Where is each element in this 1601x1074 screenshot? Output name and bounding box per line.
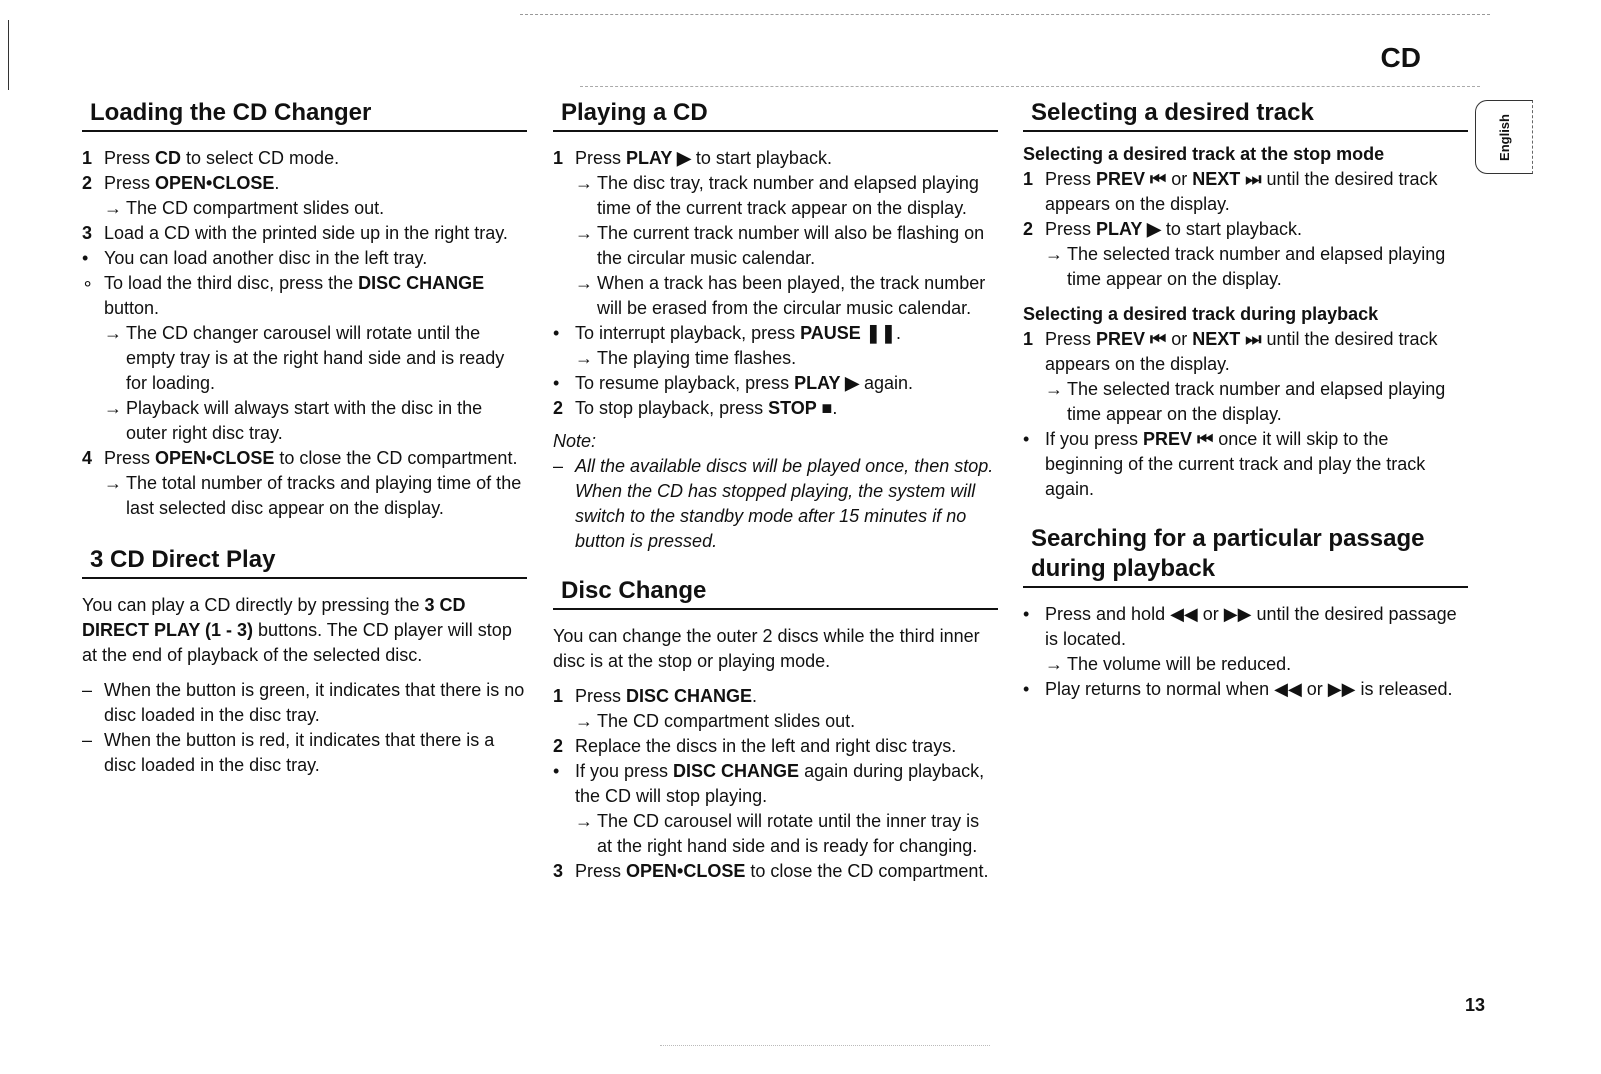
- list-item: [1023, 327, 1468, 377]
- list-item: [553, 684, 998, 709]
- list-text: [575, 321, 998, 346]
- playing-title: Playing a CD: [553, 98, 998, 132]
- item-text: If you press: [575, 761, 674, 781]
- list-marker: →: [104, 198, 122, 218]
- list-item: [553, 171, 998, 221]
- list-item: [82, 396, 527, 446]
- item-text: again.: [858, 373, 914, 393]
- column-2: [553, 98, 998, 900]
- list-text: [1045, 217, 1468, 242]
- list-text: [575, 146, 998, 171]
- list-text: [104, 171, 527, 196]
- list-text: [597, 171, 998, 221]
- list-marker: 3: [82, 223, 93, 243]
- bold-label: NEXT ⏭: [1192, 329, 1262, 349]
- selecting-playback-subtitle: Selecting a desired track during playback: [1023, 304, 1379, 324]
- list-marker: →: [1045, 244, 1063, 264]
- loading-list: [82, 146, 527, 521]
- list-item: [82, 196, 527, 221]
- list-item: [1023, 677, 1468, 702]
- item-text: Press and hold ◀◀ or ▶▶ until the desired passage is located.: [1045, 604, 1457, 649]
- item-text: When the button is green, it indicates that there is no disc loaded in the disc tray.: [104, 680, 525, 725]
- item-text: to start playback.: [1160, 219, 1302, 239]
- item-text: until the desired track appears on the display.: [1045, 329, 1438, 374]
- item-text: to close the CD compartment.: [274, 448, 518, 468]
- item-text: Play returns to normal when ◀◀ or ▶▶ is released.: [1045, 679, 1453, 699]
- note-row: [553, 454, 998, 554]
- list-text: [597, 809, 998, 859]
- selecting-stop-subtitle: Selecting a desired track at the stop mode: [1023, 144, 1385, 164]
- bold-label: NEXT ⏭: [1192, 169, 1262, 189]
- bold-label: PREV ⏮: [1096, 329, 1167, 349]
- list-marker: 3: [553, 861, 564, 881]
- loading-section: [82, 98, 527, 521]
- selecting-playback-list: [1023, 327, 1468, 502]
- top-rule-secondary: [580, 86, 1480, 87]
- list-item: [1023, 242, 1468, 292]
- list-marker: →: [575, 173, 593, 193]
- language-tab-label: English: [1496, 113, 1512, 161]
- list-marker: →: [1045, 379, 1063, 399]
- item-text: .: [752, 686, 758, 706]
- searching-title: Searching for a particular passage during playback: [1023, 524, 1468, 588]
- list-marker: →: [1045, 654, 1063, 674]
- item-text: You can load another disc in the left tray.: [104, 248, 428, 268]
- loading-title: Loading the CD Changer: [82, 98, 527, 132]
- list-marker: •: [1023, 604, 1030, 624]
- item-text: to close the CD compartment.: [745, 861, 989, 881]
- list-text: [575, 396, 998, 421]
- list-marker: 2: [1023, 219, 1034, 239]
- item-text: Press: [104, 148, 156, 168]
- list-item: [553, 271, 998, 321]
- item-text: The playing time flashes.: [597, 348, 797, 368]
- list-text: [104, 271, 527, 321]
- list-marker: 1: [1023, 329, 1034, 349]
- list-text: [126, 471, 527, 521]
- list-text: [597, 221, 998, 271]
- list-text: [126, 196, 527, 221]
- list-item: [1023, 427, 1468, 502]
- item-text: .: [895, 323, 901, 343]
- item-text: .: [832, 398, 838, 418]
- list-item: [82, 321, 527, 396]
- item-text: To load the third disc, press the: [104, 273, 359, 293]
- list-marker: •: [553, 761, 560, 781]
- item-text: Press: [1045, 329, 1097, 349]
- searching-list: [1023, 602, 1468, 702]
- item-text: button.: [104, 298, 160, 318]
- list-text: [597, 346, 998, 371]
- list-item: [553, 371, 998, 396]
- list-item: [1023, 602, 1468, 652]
- list-text: [104, 728, 527, 778]
- list-marker: •: [553, 373, 560, 393]
- item-text: To interrupt playback, press: [575, 323, 801, 343]
- list-item: [82, 678, 527, 728]
- item-text: .: [274, 173, 280, 193]
- bottom-rule: [660, 1045, 990, 1046]
- list-text: [597, 709, 998, 734]
- list-item: [553, 396, 998, 421]
- list-item: [553, 859, 998, 884]
- note-marker: –: [553, 456, 564, 476]
- playing-list: [553, 146, 998, 421]
- item-text: The selected track number and elapsed playing time appear on the display.: [1067, 244, 1446, 289]
- selecting-section: [1023, 98, 1468, 502]
- list-text: [126, 396, 527, 446]
- item-text: once it will skip to the beginning of the current track and play the track again.: [1045, 429, 1426, 499]
- item-text: Playback will always start with the disc in the outer right disc tray.: [126, 398, 483, 443]
- list-text: [104, 246, 527, 271]
- item-text: The disc tray, track number and elapsed playing time of the current track appear on the display.: [597, 173, 979, 218]
- list-item: [82, 271, 527, 321]
- intro-text: You can play a CD directly by pressing the: [82, 595, 425, 615]
- playing-section: [553, 98, 998, 554]
- item-text: or: [1166, 329, 1193, 349]
- item-text: The total number of tracks and playing time of the last selected disc appear on the display.: [126, 473, 522, 518]
- item-text: The CD changer carousel will rotate until the empty tray is at the right hand side and is ready for loading.: [126, 323, 505, 393]
- direct-play-list: [82, 678, 527, 778]
- intro-bold: 3 CD DIRECT PLAY (1 - 3): [82, 595, 466, 640]
- item-text: If you press: [1045, 429, 1144, 449]
- list-marker: •: [1023, 429, 1030, 449]
- item-text: Load a CD with the printed side up in the right tray.: [104, 223, 508, 243]
- list-text: [1067, 377, 1468, 427]
- item-text: or: [1166, 169, 1193, 189]
- bold-label: CD: [155, 148, 182, 168]
- list-text: [1045, 327, 1468, 377]
- intro-text-end: buttons. The CD player will stop at the end of playback of the selected disc.: [82, 620, 512, 665]
- item-text: The selected track number and elapsed playing time appear on the display.: [1067, 379, 1446, 424]
- bold-label: OPEN•CLOSE: [155, 448, 275, 468]
- selecting-title: Selecting a desired track: [1023, 98, 1468, 132]
- bold-label: PAUSE ❚❚: [800, 323, 896, 343]
- item-text: Press: [1045, 169, 1097, 189]
- list-text: [1067, 652, 1468, 677]
- bold-label: DISC CHANGE: [673, 761, 800, 781]
- list-marker: →: [575, 811, 593, 831]
- item-text: When a track has been played, the track number will be erased from the circular music calendar.: [597, 273, 986, 318]
- disc-change-intro: You can change the outer 2 discs while the third inner disc is at the stop or playing mode.: [553, 626, 980, 671]
- item-text: The CD compartment slides out.: [126, 198, 385, 218]
- list-text: [575, 684, 998, 709]
- list-marker: →: [104, 398, 122, 418]
- item-text: The current track number will also be flashing on the circular music calendar.: [597, 223, 985, 268]
- bold-label: STOP ■: [768, 398, 833, 418]
- item-text: Press: [575, 148, 627, 168]
- list-marker: 1: [82, 148, 93, 168]
- list-marker: →: [104, 323, 122, 343]
- list-marker: 1: [1023, 169, 1034, 189]
- list-text: [1045, 602, 1468, 652]
- list-text: [575, 371, 998, 396]
- item-text: Replace the discs in the left and right disc trays.: [575, 736, 957, 756]
- language-tab: [1475, 100, 1533, 174]
- list-text: [104, 446, 527, 471]
- list-item: [82, 246, 527, 271]
- list-marker: •: [553, 323, 560, 343]
- bold-label: PREV ⏮: [1143, 429, 1214, 449]
- bold-label: PREV ⏮: [1096, 169, 1167, 189]
- list-marker: 1: [553, 686, 564, 706]
- selecting-stop-list: [1023, 167, 1468, 292]
- direct-play-title: 3 CD Direct Play: [82, 545, 527, 579]
- item-text: to start playback.: [690, 148, 832, 168]
- note-text: All the available discs will be played once, then stop. When the CD has stopped playing, the system will switch to the standby mode after 15 minutes if no button is pressed.: [575, 456, 994, 551]
- bold-label: PLAY ▶: [1096, 219, 1161, 239]
- list-marker: 2: [553, 398, 564, 418]
- list-marker: →: [575, 223, 593, 243]
- item-text: The CD compartment slides out.: [597, 711, 856, 731]
- list-item: [1023, 217, 1468, 242]
- list-item: [553, 221, 998, 271]
- list-text: [1067, 242, 1468, 292]
- bold-label: OPEN•CLOSE: [626, 861, 746, 881]
- list-item: [1023, 167, 1468, 217]
- bold-label: OPEN•CLOSE: [155, 173, 275, 193]
- item-text: The volume will be reduced.: [1067, 654, 1292, 674]
- list-marker: 2: [553, 736, 564, 756]
- direct-play-intro: [82, 593, 527, 668]
- column-3: [1023, 98, 1468, 718]
- list-item: [553, 809, 998, 859]
- item-text: until the desired track appears on the display.: [1045, 169, 1438, 214]
- list-item: [82, 471, 527, 521]
- list-text: [597, 271, 998, 321]
- list-marker: –: [82, 730, 93, 750]
- list-item: [82, 221, 527, 246]
- list-text: [1045, 427, 1468, 502]
- list-item: [82, 171, 527, 196]
- list-text: [575, 734, 998, 759]
- item-text: Press: [1045, 219, 1097, 239]
- list-marker: ∘: [82, 273, 94, 293]
- list-text: [575, 759, 998, 809]
- note-label: Note:: [553, 431, 597, 451]
- list-marker: →: [575, 273, 593, 293]
- list-marker: →: [104, 473, 122, 493]
- list-item: [82, 146, 527, 171]
- list-marker: –: [82, 680, 93, 700]
- list-text: [126, 321, 527, 396]
- list-marker: 2: [82, 173, 93, 193]
- section-heading-cd: CD: [1380, 42, 1421, 73]
- bold-label: DISC CHANGE: [358, 273, 485, 293]
- list-text: [1045, 167, 1468, 217]
- list-marker: •: [1023, 679, 1030, 699]
- list-marker: →: [575, 348, 593, 368]
- item-text: To stop playback, press: [575, 398, 769, 418]
- disc-change-section: [553, 576, 998, 884]
- list-item: [553, 346, 998, 371]
- disc-change-title: Disc Change: [553, 576, 998, 610]
- list-text: [104, 146, 527, 171]
- list-marker: •: [82, 248, 89, 268]
- bold-label: PLAY ▶: [626, 148, 691, 168]
- bold-label: DISC CHANGE: [626, 686, 753, 706]
- page-number: 13: [1465, 995, 1486, 1015]
- list-item: [1023, 652, 1468, 677]
- list-item: [553, 759, 998, 809]
- list-item: [82, 728, 527, 778]
- item-text: To resume playback, press: [575, 373, 795, 393]
- item-text: When the button is red, it indicates that there is a disc loaded in the disc tray.: [104, 730, 495, 775]
- item-text: to select CD mode.: [181, 148, 340, 168]
- list-item: [82, 446, 527, 471]
- list-item: [553, 321, 998, 346]
- page-edge-line: [8, 20, 9, 90]
- list-item: [1023, 377, 1468, 427]
- item-text: Press: [575, 861, 627, 881]
- direct-play-section: [82, 545, 527, 778]
- item-text: Press: [104, 173, 156, 193]
- item-text: Press: [104, 448, 156, 468]
- list-text: [104, 678, 527, 728]
- list-text: [575, 859, 998, 884]
- list-text: [104, 221, 527, 246]
- item-text: again during playback, the CD will stop playing.: [575, 761, 985, 806]
- item-text: Press: [575, 686, 627, 706]
- list-marker: 1: [553, 148, 564, 168]
- disc-change-list: [553, 684, 998, 884]
- list-item: [553, 709, 998, 734]
- item-text: The CD carousel will rotate until the inner tray is at the right hand side and is ready for changing.: [597, 811, 980, 856]
- list-item: [553, 146, 998, 171]
- bold-label: PLAY ▶: [794, 373, 859, 393]
- list-marker: →: [575, 711, 593, 731]
- list-marker: 4: [82, 448, 93, 468]
- column-1: [82, 98, 527, 794]
- searching-section: [1023, 524, 1468, 702]
- list-text: [1045, 677, 1468, 702]
- list-item: [553, 734, 998, 759]
- top-rule: [520, 14, 1490, 15]
